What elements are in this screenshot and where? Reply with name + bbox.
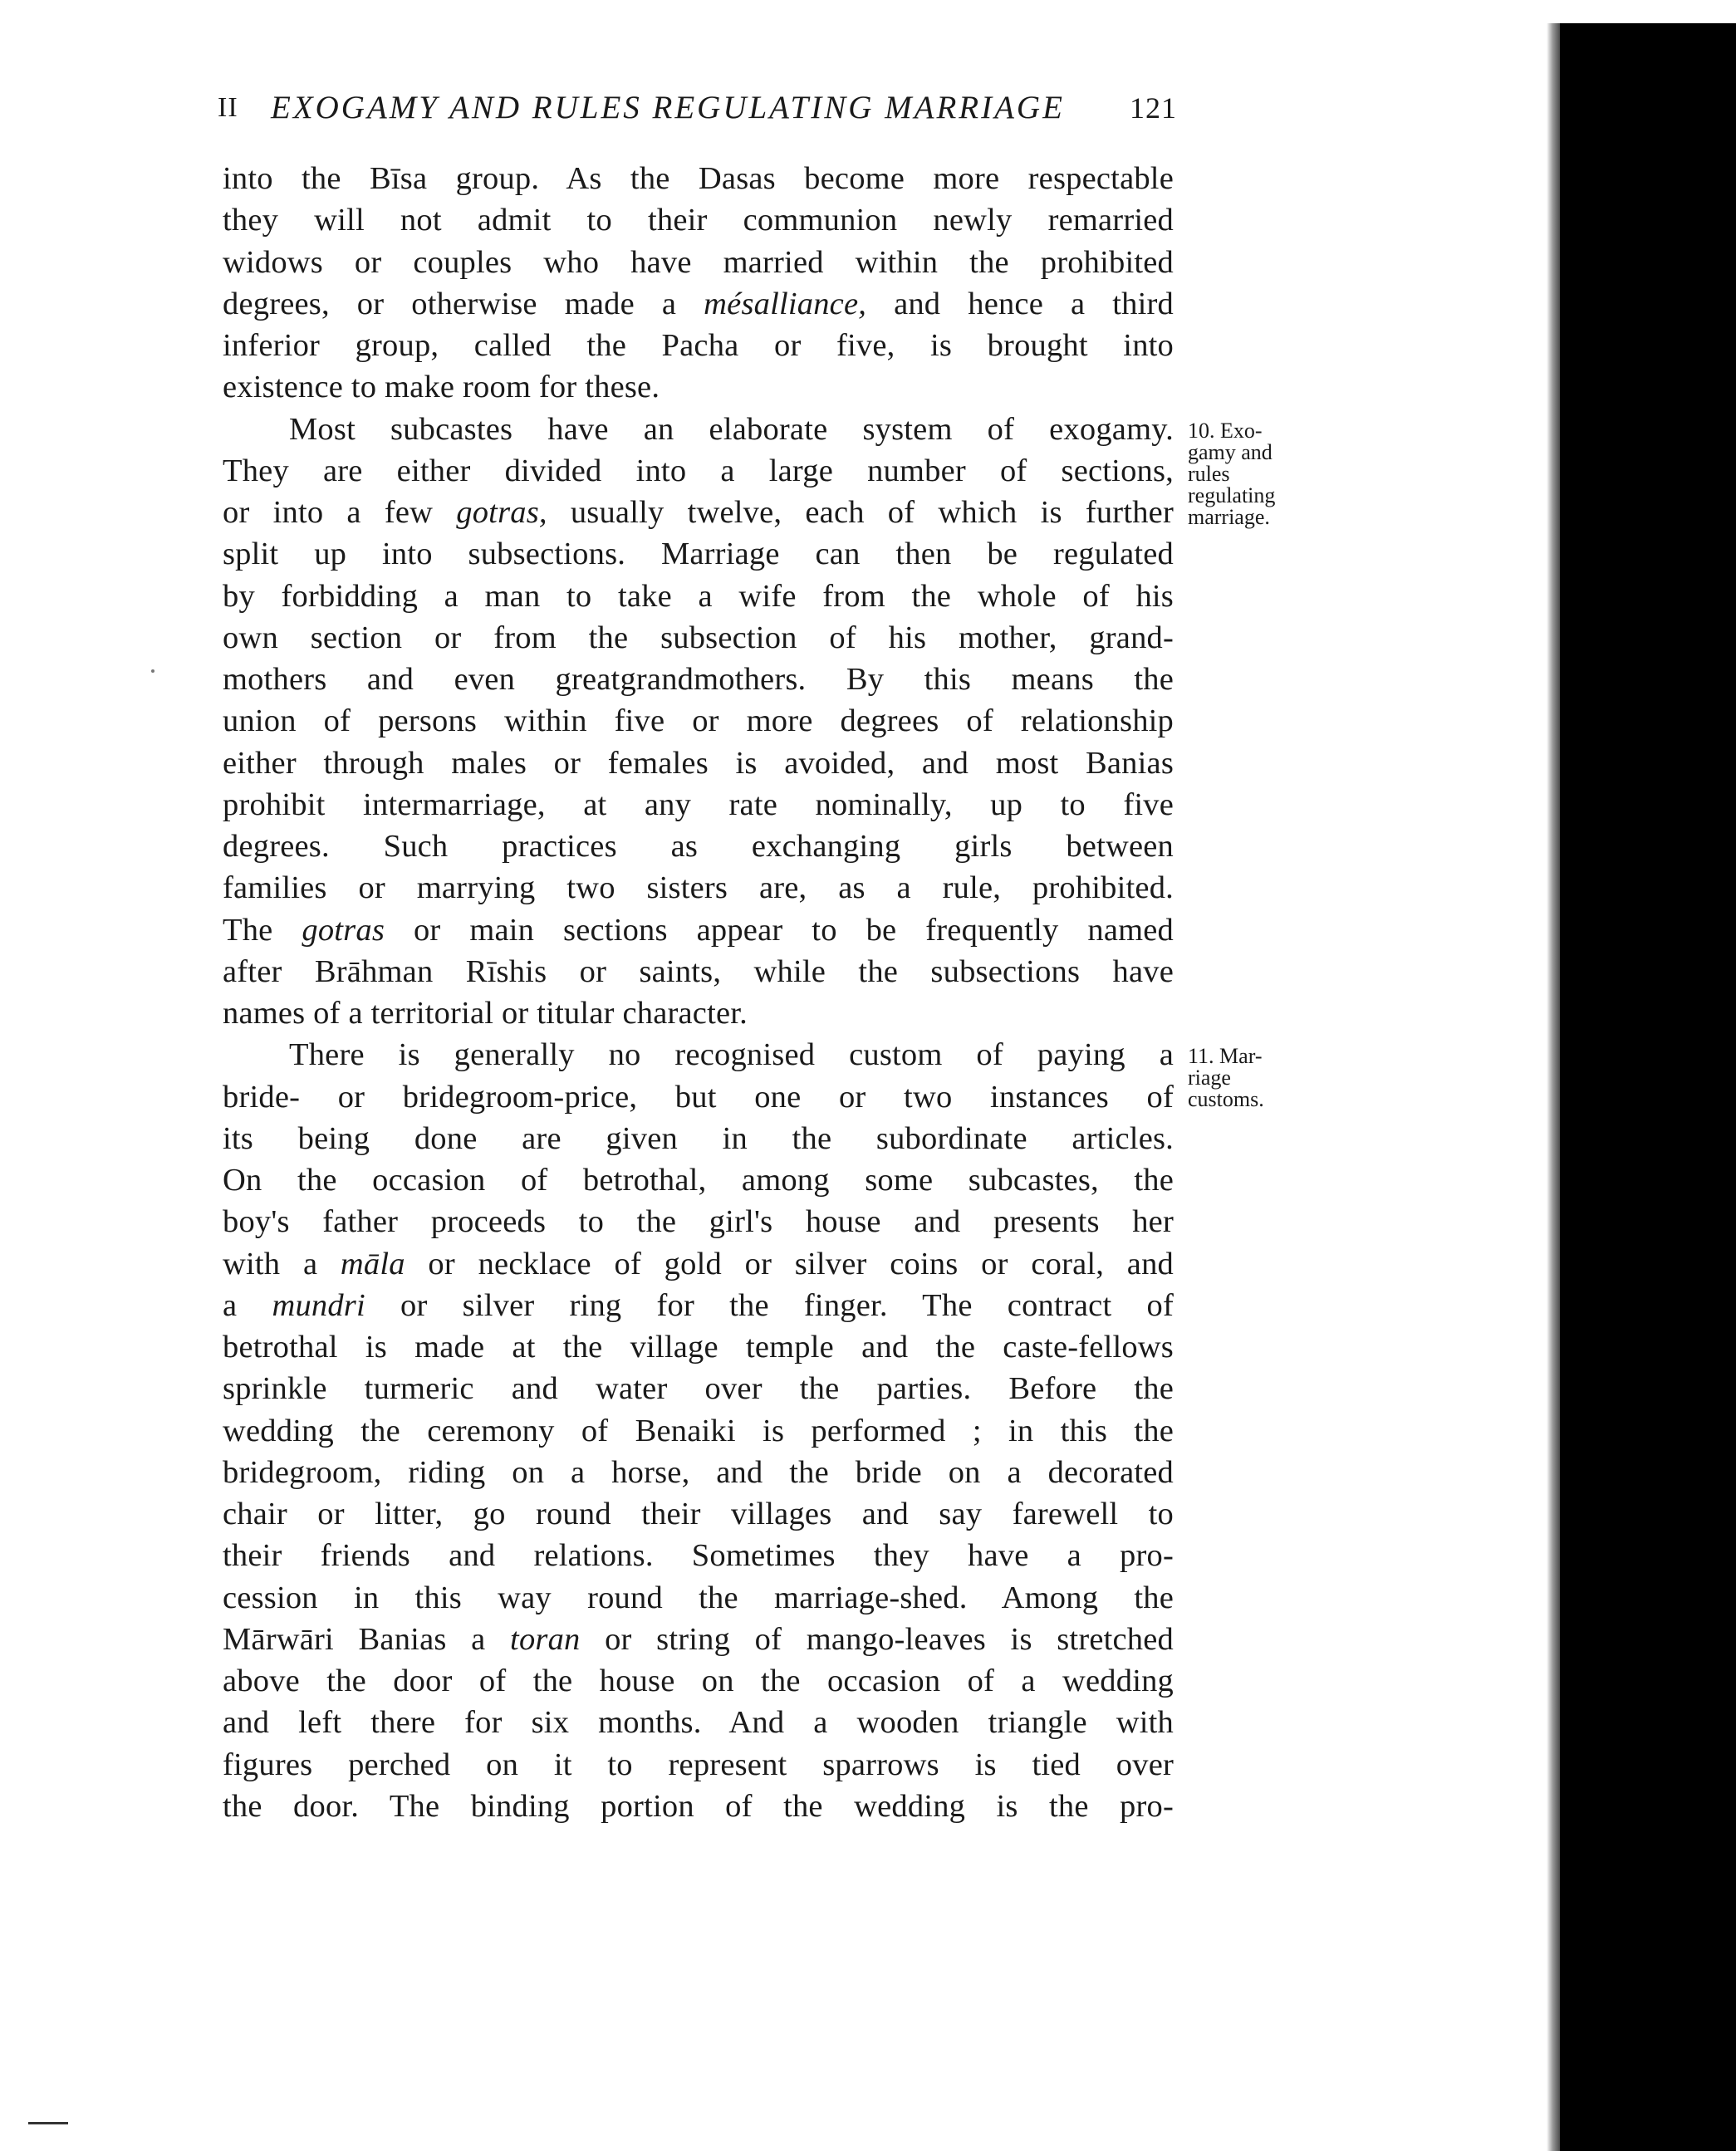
text-line	[223, 659, 1174, 700]
text-run: or necklace of gold or silver coins or coral, and	[405, 1246, 1174, 1281]
text-line	[223, 576, 1174, 617]
text-run: boy's father proceeds to the girl's house and presents her	[223, 1204, 1174, 1240]
text-line	[223, 1660, 1174, 1702]
body-text	[223, 158, 1174, 1827]
text-run: Most subcastes have an elaborate system of exogamy.	[289, 411, 1174, 447]
text-run: usually twelve, each of which is further	[547, 495, 1174, 530]
text-line	[223, 909, 1174, 951]
margin-note-line: riage	[1188, 1066, 1231, 1090]
text-line	[223, 1744, 1174, 1786]
text-line	[223, 1619, 1174, 1660]
text-run: degrees. Such practices as exchanging girls between	[223, 829, 1174, 864]
margin-note-line: 11. Mar-	[1188, 1044, 1263, 1069]
margin-note	[1188, 420, 1329, 528]
text-run: chair or litter, go round their villages and say farewell to	[223, 1497, 1174, 1531]
text-line	[223, 992, 1174, 1034]
running-head	[218, 90, 1177, 126]
text-line	[223, 366, 1174, 408]
italic-term: gotras,	[456, 495, 547, 530]
text-line	[223, 158, 1174, 199]
text-line	[223, 450, 1174, 492]
margin-note	[1188, 1046, 1329, 1110]
text-line	[223, 1577, 1174, 1619]
text-run: Mārwāri Banias a	[223, 1621, 511, 1657]
text-line	[223, 1368, 1174, 1409]
margin-note-line: gamy and	[1188, 439, 1273, 464]
text-line	[223, 1410, 1174, 1452]
text-line	[223, 951, 1174, 992]
text-run: On the occasion of betrothal, among some subcastes, the	[223, 1163, 1174, 1198]
text-run: names of a territorial or titular character.	[223, 996, 748, 1031]
margin-note-line: regulating	[1188, 483, 1276, 507]
text-line	[223, 1452, 1174, 1493]
text-line	[223, 199, 1174, 241]
text-run: bride- or bridegroom-price, but one or two instances of	[223, 1079, 1174, 1115]
italic-term: mundri	[272, 1287, 365, 1323]
text-run: There is generally no recognised custom of paying a	[289, 1037, 1174, 1073]
text-line	[223, 617, 1174, 659]
text-run: existence to make room for these.	[223, 370, 660, 405]
book-spine-shadow	[1560, 23, 1736, 2151]
text-run: a	[223, 1287, 272, 1323]
text-line	[223, 1243, 1174, 1285]
text-line	[223, 700, 1174, 742]
text-run: into the Bīsa group. As the Dasas become more respectable	[223, 161, 1174, 196]
chapter-number: II	[218, 92, 238, 123]
margin-note-line: customs.	[1188, 1087, 1264, 1112]
text-run: or into a few	[223, 495, 457, 530]
text-run: degrees, or otherwise made a	[223, 286, 704, 321]
page-number: 121	[1130, 91, 1177, 125]
text-run: with a	[223, 1246, 341, 1281]
text-line	[223, 1326, 1174, 1368]
text-run: mothers and even greatgrandmothers. By this means the	[223, 662, 1174, 697]
text-line	[223, 1535, 1174, 1576]
text-line	[223, 867, 1174, 909]
text-run: or silver ring for the finger. The contract of	[365, 1287, 1174, 1323]
text-run: cession in this way round the marriage-shed. Among the	[223, 1580, 1174, 1615]
text-line	[223, 742, 1174, 784]
text-line	[223, 1076, 1174, 1118]
text-run: inferior group, called the Pacha or five, is brought into	[223, 328, 1174, 363]
text-run: The	[223, 912, 302, 948]
text-line	[223, 283, 1174, 325]
margin-note-line: marriage.	[1188, 504, 1270, 529]
text-line	[223, 1493, 1174, 1535]
text-run: figures perched on it to represent sparrows is tied over	[223, 1747, 1174, 1782]
text-line	[223, 325, 1174, 366]
text-run: by forbidding a man to take a wife from the whole of his	[223, 578, 1174, 614]
text-run: after Brāhman Rīshis or saints, while the subsections have	[223, 953, 1174, 989]
text-run: either through males or females is avoided, and most Banias	[223, 745, 1174, 781]
scan-mark	[28, 2122, 68, 2124]
text-line	[223, 784, 1174, 826]
text-run: or string of mango-leaves is stretched	[580, 1621, 1174, 1657]
text-line	[223, 492, 1174, 533]
text-line	[223, 242, 1174, 283]
text-line	[223, 1159, 1174, 1201]
text-run: its being done are given in the subordinate articles.	[223, 1120, 1174, 1156]
text-run: bridegroom, riding on a horse, and the bride on a decorated	[223, 1454, 1174, 1490]
text-run: above the door of the house on the occasion of a wedding	[223, 1663, 1174, 1698]
italic-term: māla	[340, 1246, 405, 1281]
text-line	[223, 1285, 1174, 1326]
text-line	[223, 1702, 1174, 1743]
text-run: betrothal is made at the village temple and the caste-fellows	[223, 1330, 1174, 1365]
margin-note-line: 10. Exo-	[1188, 418, 1263, 443]
text-run: split up into subsections. Marriage can then be regulated	[223, 537, 1174, 572]
text-run: families or marrying two sisters are, as a rule, prohibited.	[223, 870, 1174, 906]
text-run: they will not admit to their communion newly remarried	[223, 203, 1174, 238]
text-line	[223, 826, 1174, 867]
text-run: prohibit intermarriage, at any rate nominally, up to five	[223, 786, 1174, 822]
text-line	[223, 1118, 1174, 1159]
text-run: and left there for six months. And a wooden triangle with	[223, 1705, 1174, 1741]
italic-term: gotras	[302, 912, 385, 948]
text-line	[223, 533, 1174, 575]
text-run: their friends and relations. Sometimes they have a pro-	[223, 1538, 1174, 1574]
italic-term: toran	[510, 1621, 581, 1657]
text-run: the door. The binding portion of the wedding is the pro-	[223, 1788, 1174, 1824]
text-line	[223, 1786, 1174, 1827]
scan-speck	[151, 669, 154, 673]
text-line	[223, 1201, 1174, 1242]
text-run: They are either divided into a large number of sections,	[223, 453, 1174, 488]
margin-note-line: rules	[1188, 461, 1230, 486]
text-line	[223, 409, 1174, 450]
text-run: wedding the ceremony of Benaiki is performed ; in this the	[223, 1413, 1174, 1448]
text-run: own section or from the subsection of his mother, grand-	[223, 620, 1174, 655]
text-run: union of persons within five or more degrees of relationship	[223, 703, 1174, 739]
text-run: or main sections appear to be frequently named	[385, 912, 1174, 948]
italic-term: mésalliance,	[704, 286, 867, 321]
text-run: and hence a third	[866, 286, 1174, 321]
text-run: sprinkle turmeric and water over the parties. Before the	[223, 1371, 1174, 1407]
text-run: widows or couples who have married within the prohibited	[223, 244, 1174, 280]
running-title: EXOGAMY AND RULES REGULATING MARRIAGE	[271, 90, 1065, 125]
text-line	[223, 1034, 1174, 1076]
